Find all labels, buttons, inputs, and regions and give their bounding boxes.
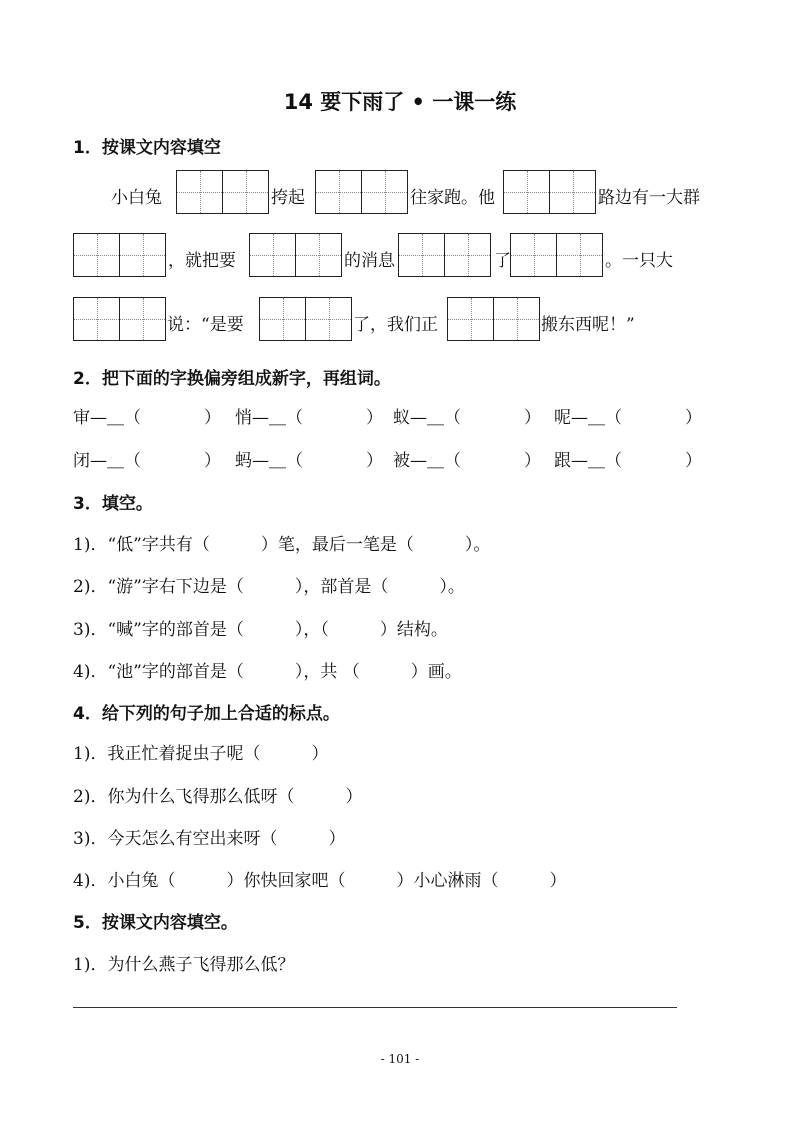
- page-title: 14 要下雨了 • 一课一练: [283, 90, 517, 114]
- fill-text: 了，我们正: [353, 315, 438, 335]
- radical-item: 审—＿（: [73, 408, 141, 428]
- fill-text: ，就把要: [168, 251, 236, 271]
- punctuation-line: 4)．小白兔（ ）你快回家吧（ ）小心淋雨（ ）: [73, 871, 567, 891]
- radical-item: 跟—＿（: [554, 451, 622, 471]
- character-grid-blank[interactable]: [398, 233, 491, 277]
- question-text: 1)．为什么燕子飞得那么低？: [73, 955, 295, 975]
- paren-close: ）: [685, 408, 702, 428]
- section-1-heading: 1．按课文内容填空: [73, 138, 221, 158]
- fill-text: 。一只大: [605, 251, 673, 271]
- fill-line: 1)．“低”字共有（ ）笔，最后一笔是（ ）。: [73, 535, 491, 555]
- answer-line[interactable]: [73, 1007, 677, 1008]
- character-grid-blank[interactable]: [510, 233, 603, 277]
- fill-text: 搬东西呢！”: [541, 315, 635, 335]
- punctuation-line: 3)．今天怎么有空出来呀（ ）: [73, 829, 346, 849]
- paren-close: ）: [204, 408, 221, 428]
- fill-text: 挎起: [271, 188, 305, 208]
- fill-text: 往家跑。他: [410, 188, 495, 208]
- paren-close: ）: [524, 451, 541, 471]
- section-4-heading: 4．给下列的句子加上合适的标点。: [73, 704, 340, 724]
- punctuation-line: 2)．你为什么飞得那么低呀（ ）: [73, 787, 363, 807]
- radical-item: 蚁—＿（: [393, 408, 461, 428]
- fill-line: 2)．“游”字右下边是（ ），部首是（ ）。: [73, 577, 465, 597]
- radical-item: 闭—＿（: [73, 451, 141, 471]
- character-grid-blank[interactable]: [176, 170, 269, 214]
- fill-line: 4)．“池”字的部首是（ ），共 （ ）画。: [73, 662, 462, 682]
- character-grid-blank[interactable]: [315, 170, 408, 214]
- radical-item: 悄—＿（: [235, 408, 303, 428]
- fill-text: 说：“是要: [167, 315, 244, 335]
- radical-item: 被—＿（: [393, 451, 461, 471]
- page-number: - 101 -: [380, 1052, 420, 1066]
- section-2-heading: 2．把下面的字换偏旁组成新字，再组词。: [73, 369, 391, 389]
- radical-item: 蚂—＿（: [235, 451, 303, 471]
- paren-close: ）: [204, 451, 221, 471]
- paren-close: ）: [685, 451, 702, 471]
- fill-text: 的消息: [344, 251, 395, 271]
- radical-item: 呢—＿（: [554, 408, 622, 428]
- fill-text: 了: [494, 251, 511, 271]
- section-3-heading: 3．填空。: [73, 494, 153, 514]
- fill-line: 3)．“喊”字的部首是（ ），（ ）结构。: [73, 620, 448, 640]
- paren-close: ）: [366, 451, 383, 471]
- fill-text: 路边有一大群: [598, 188, 700, 208]
- character-grid-blank[interactable]: [73, 297, 166, 341]
- section-5-heading: 5．按课文内容填空。: [73, 913, 238, 933]
- punctuation-line: 1)．我正忙着捉虫子呢（ ）: [73, 744, 329, 764]
- paren-close: ）: [524, 408, 541, 428]
- character-grid-blank[interactable]: [73, 233, 166, 277]
- character-grid-blank[interactable]: [259, 297, 352, 341]
- character-grid-blank[interactable]: [503, 170, 596, 214]
- paren-close: ）: [366, 408, 383, 428]
- character-grid-blank[interactable]: [447, 297, 540, 341]
- character-grid-blank[interactable]: [249, 233, 342, 277]
- fill-text: 小白兔: [111, 188, 162, 208]
